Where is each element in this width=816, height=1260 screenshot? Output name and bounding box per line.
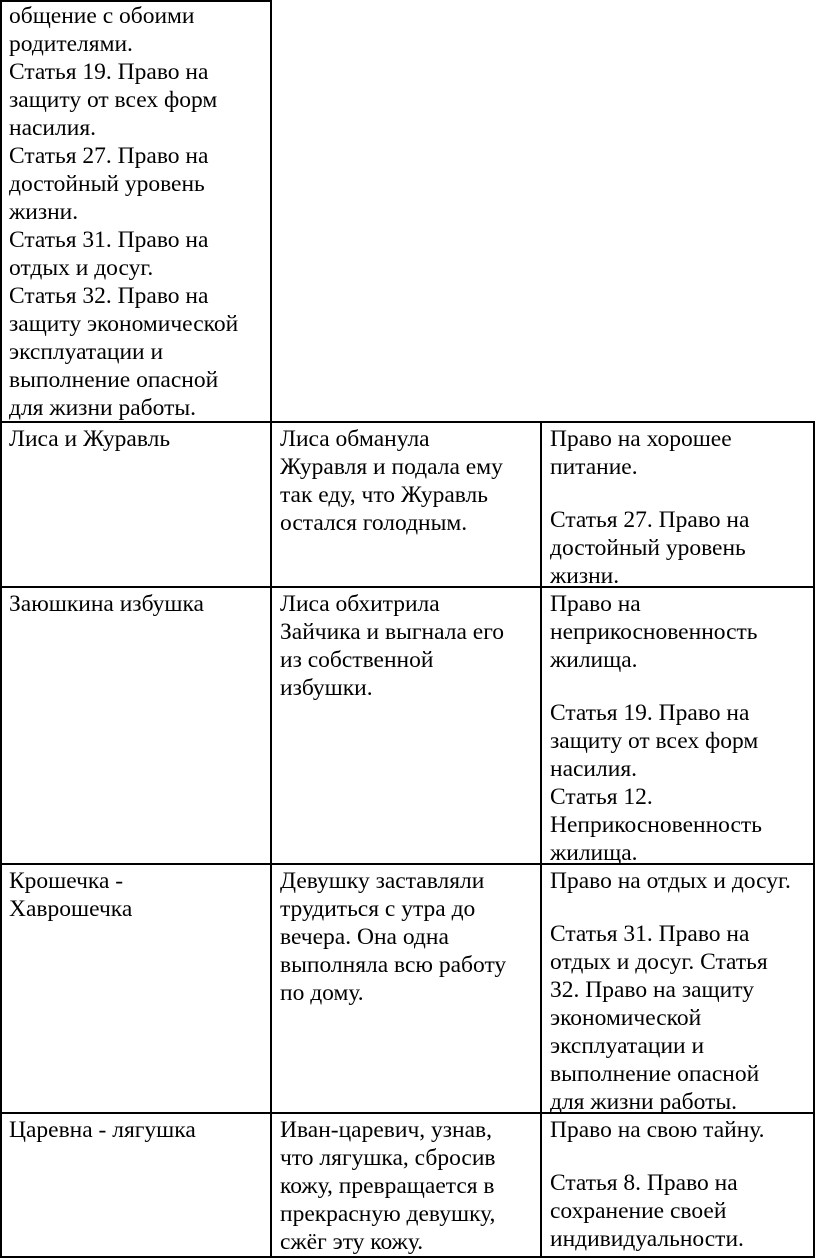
text-line: прекрасную девушку, (280, 1201, 496, 1227)
text-line: Статья 19. Право на (550, 700, 750, 726)
text-line: трудиться с утра до (280, 896, 476, 922)
paragraph-gap (550, 674, 807, 699)
text-line: жилища. (550, 647, 638, 673)
text-line: неприкосновенность (550, 619, 758, 645)
text-line: достойный уровень (9, 171, 205, 197)
text-line: кожу, превращается в (280, 1173, 495, 1199)
text-line: 32. Право на защиту (550, 977, 754, 1003)
cell-plot-summary (271, 423, 541, 537)
cell-rights-violated (541, 423, 815, 590)
text-line: отдых и досуг. Статья (550, 949, 768, 975)
text-line: Заюшкина избушка (9, 591, 204, 617)
cell-rights-violated (541, 1114, 815, 1253)
text-line: Статья 27. Право на (550, 507, 750, 533)
text-line: Лиса обманула (280, 426, 430, 452)
text-line: выполнение опасной (9, 367, 219, 393)
text-line: сжёг эту кожу. (280, 1229, 424, 1255)
text-line: остался голодным. (280, 510, 468, 536)
text-line: для жизни работы. (9, 395, 197, 421)
paragraph-gap (550, 1144, 807, 1169)
cell-plot-summary (271, 1114, 541, 1256)
text-line: Царевна - лягушка (9, 1117, 196, 1143)
continued-cell (0, 0, 271, 422)
cell-tale-title (0, 865, 271, 923)
text-line: жизни. (9, 199, 79, 225)
text-line: насилия. (550, 756, 638, 782)
text-line: избушки. (280, 675, 373, 701)
text-line: Статья 27. Право на (9, 143, 209, 169)
text-line: эксплуатации и (550, 1033, 705, 1059)
text-line: жизни. (550, 563, 620, 589)
text-line: Иван-царевич, узнав, (280, 1117, 493, 1143)
cell-tale-title (0, 423, 271, 453)
text-line: общение с обоими (9, 3, 195, 29)
paragraph-gap (550, 895, 807, 920)
text-line: Право на отдых и досуг. (550, 868, 791, 894)
text-line: достойный уровень (550, 535, 746, 561)
text-line: Лиса обхитрила (280, 591, 440, 617)
text-line: так еду, что Журавль (280, 482, 488, 508)
text-line: Зайчика и выгнала его (280, 619, 504, 645)
text-line: Статья 32. Право на (9, 283, 209, 309)
cell-rights-violated (541, 865, 815, 1116)
text-line: Хаврошечка (9, 896, 133, 922)
text-line: для жизни работы. (550, 1089, 738, 1115)
cell-rights-violated (541, 588, 815, 867)
text-line: защиту от всех форм (9, 87, 218, 113)
paragraph-gap (550, 481, 807, 506)
cell-tale-title (0, 1114, 271, 1144)
text-line: защиту экономической (9, 311, 239, 337)
text-line: насилия. (9, 115, 97, 141)
text-line: Журавля и подала ему (280, 454, 503, 480)
text-line: сохранение своей (550, 1198, 727, 1224)
text-line: Статья 8. Право на (550, 1170, 738, 1196)
text-line: экономической (550, 1005, 702, 1031)
text-line: индивидуальности. (550, 1226, 744, 1252)
text-line: эксплуатации и (9, 339, 164, 365)
cell-plot-summary (271, 865, 541, 1007)
cell-plot-summary (271, 588, 541, 702)
border (0, 1256, 815, 1258)
text-line: выполнение опасной (550, 1061, 760, 1087)
text-line: из собственной (280, 647, 434, 673)
text-line: вечера. Она одна (280, 924, 449, 950)
text-line: питание. (550, 454, 638, 480)
text-line: Статья 31. Право на (550, 921, 750, 947)
cell-tale-title (0, 588, 271, 618)
text-line: защиту от всех форм (550, 728, 759, 754)
text-line: Статья 12. (550, 784, 653, 810)
text-line: родителями. (9, 31, 133, 57)
text-line: жилища. (550, 840, 638, 866)
text-line: Статья 31. Право на (9, 227, 209, 253)
text-line: Право на хорошее (550, 426, 732, 452)
text-line: Лиса и Журавль (9, 426, 171, 452)
text-line: Статья 19. Право на (9, 59, 209, 85)
text-line: Неприкосновенность (550, 812, 762, 838)
text-line: Девушку заставляли (280, 868, 485, 894)
text-line: что лягушка, сбросив (280, 1145, 496, 1171)
text-line: Крошечка - (9, 868, 124, 894)
text-line: отдых и досуг. (9, 255, 154, 281)
text-line: Право на (550, 591, 641, 617)
text-line: по дому. (280, 980, 364, 1006)
text-line: выполняла всю работу (280, 952, 507, 978)
text-line: Право на свою тайну. (550, 1117, 765, 1143)
